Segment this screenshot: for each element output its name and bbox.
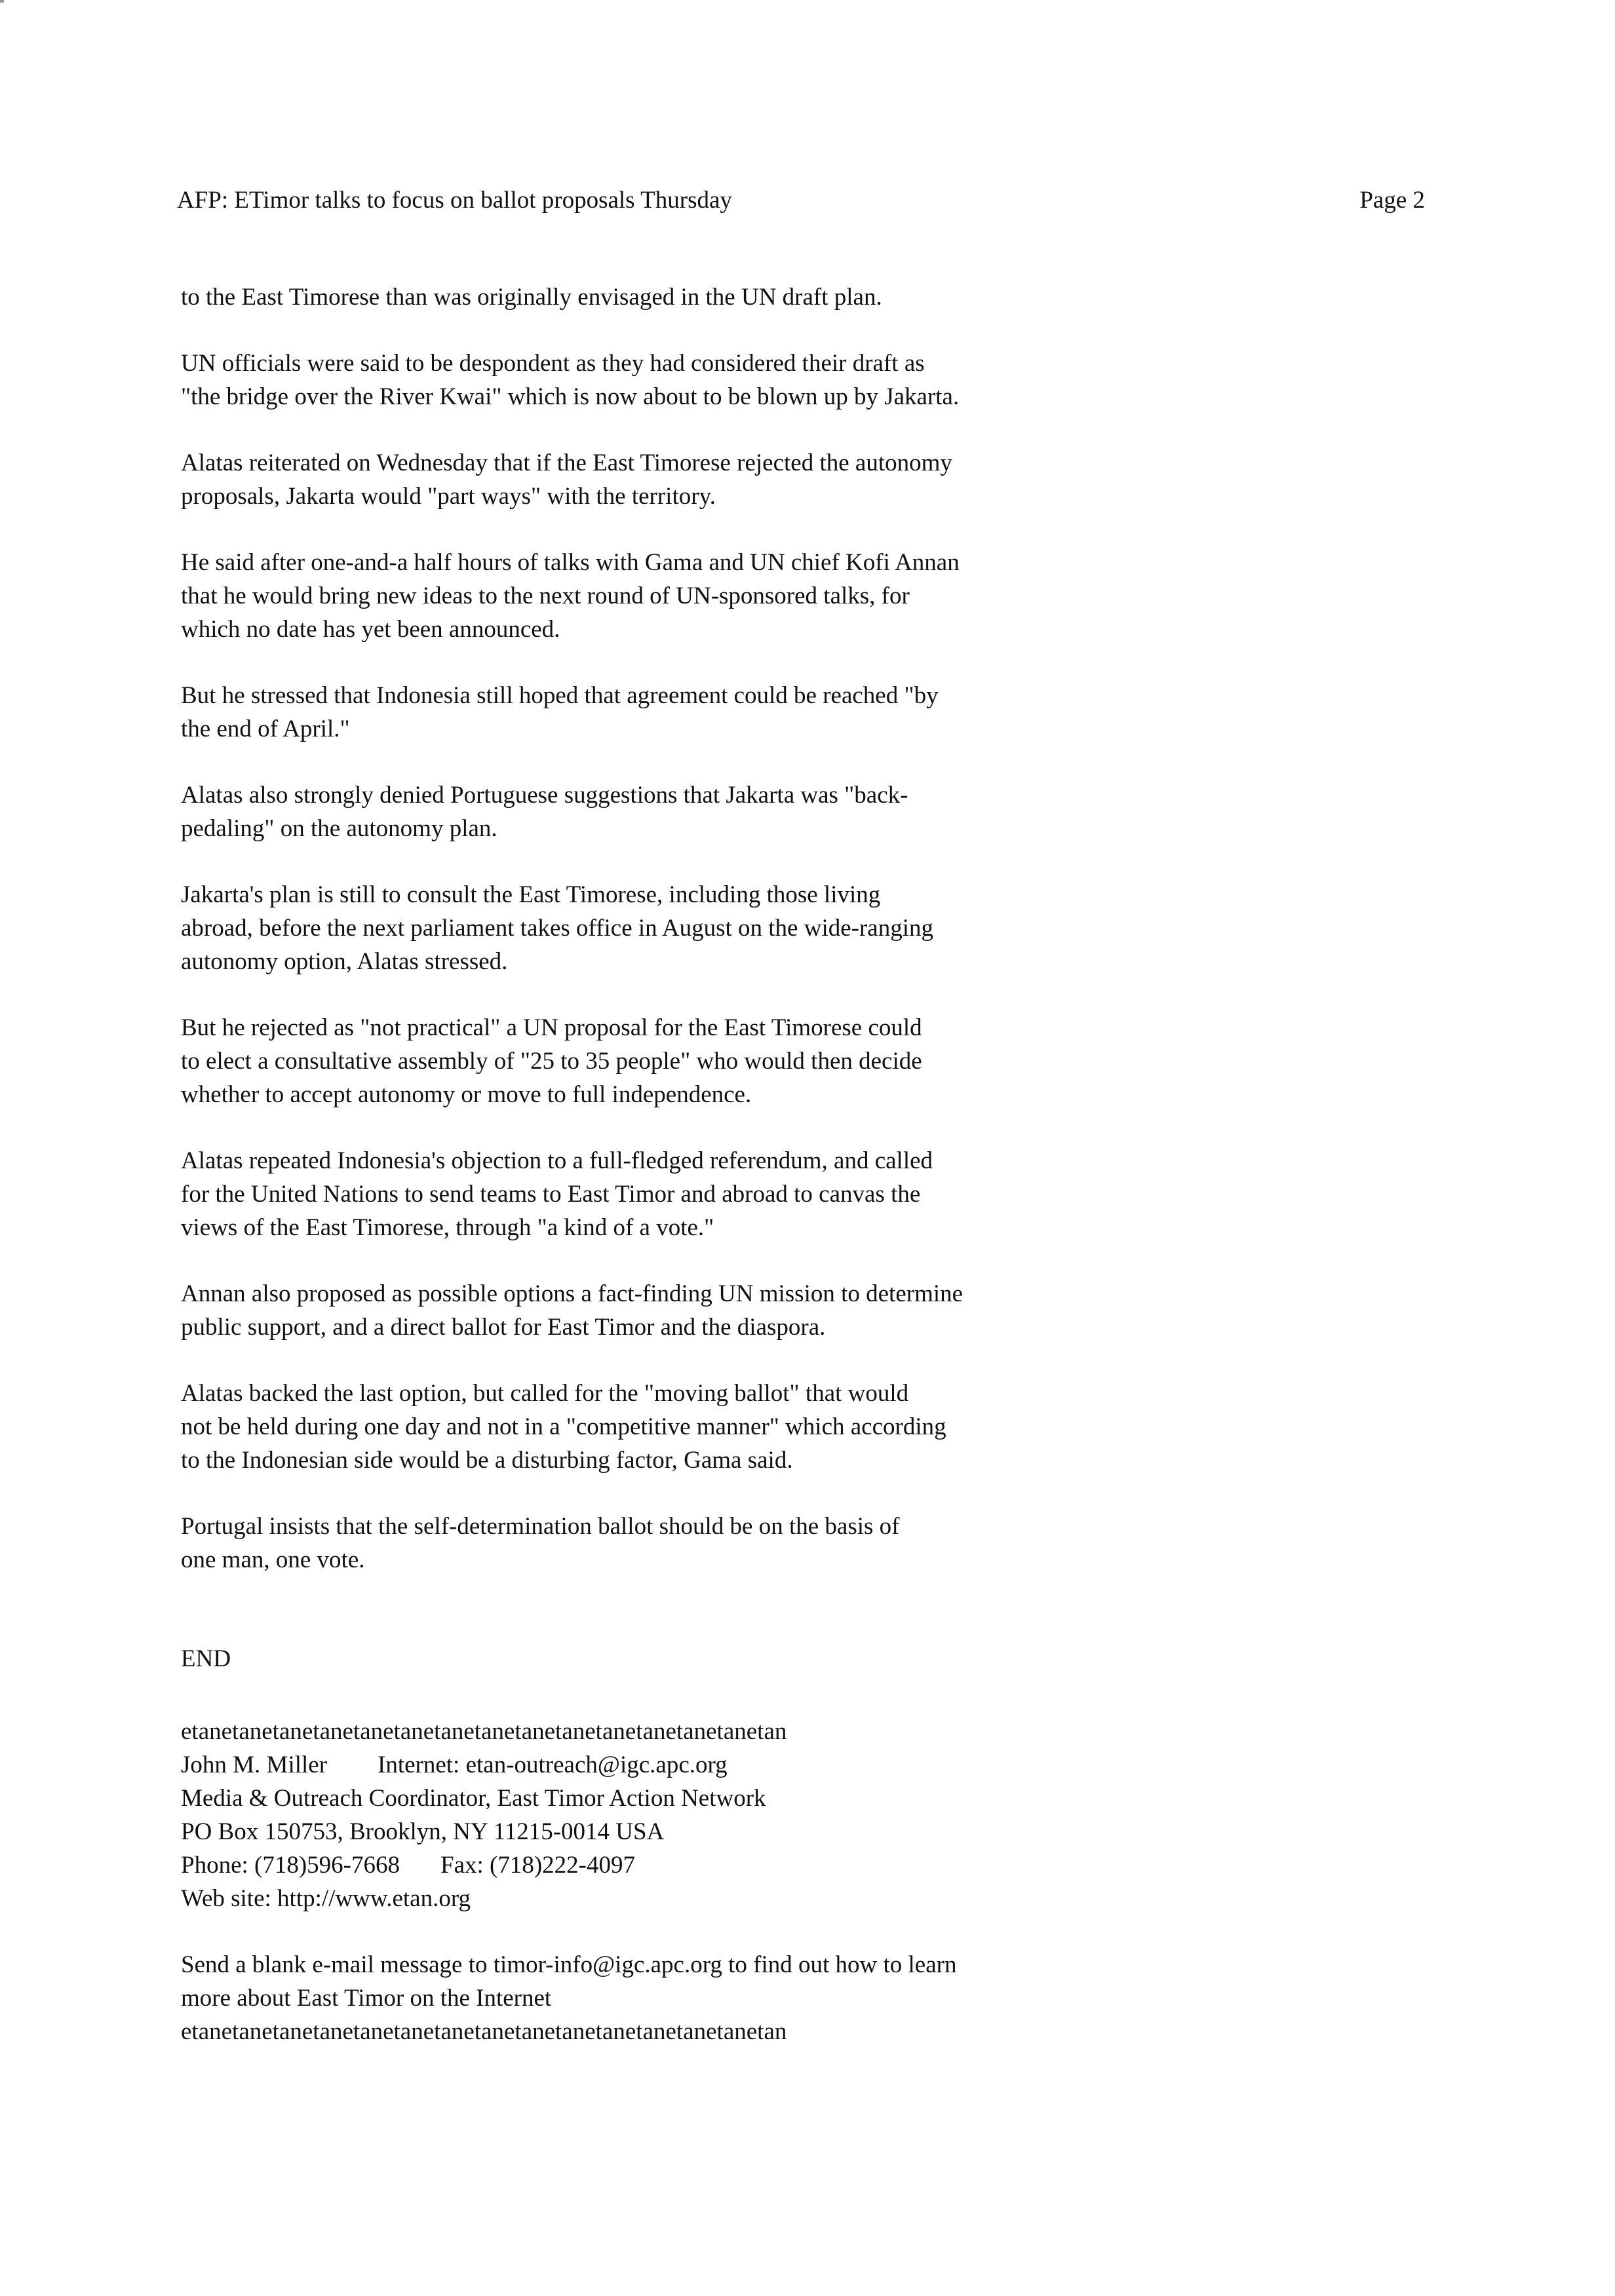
article-paragraph [181, 1277, 1112, 1344]
article-paragraph [181, 1510, 1112, 1577]
article-body [181, 280, 1112, 2048]
paragraph-line: Alatas reiterated on Wednesday that if the East Timorese rejected the autonomy [181, 450, 952, 476]
paragraph-line: which no date has yet been announced. [181, 616, 560, 643]
paragraph-line: to the Indonesian side would be a disturbing factor, Gama said. [181, 1447, 793, 1474]
paragraph-line: UN officials were said to be despondent as they had considered their draft as [181, 350, 925, 377]
paragraph-line: proposals, Jakarta would "part ways" with the territory. [181, 483, 716, 510]
paragraph-line: the end of April." [181, 716, 350, 742]
article-paragraph [181, 878, 1112, 978]
end-marker: END [181, 1645, 231, 1672]
paragraph-line: public support, and a direct ballot for East Timor and the diaspora. [181, 1314, 826, 1341]
paragraph-line: He said after one-and-a half hours of talks with Gama and UN chief Kofi Annan [181, 549, 960, 576]
article-paragraph [181, 446, 1112, 513]
paragraph-line: pedaling" on the autonomy plan. [181, 815, 497, 842]
signature-name-line [181, 1748, 1112, 1782]
paragraph-line: that he would bring new ideas to the next round of UN-sponsored talks, for [181, 583, 910, 609]
paragraph-line: Alatas backed the last option, but called for the "moving ballot" that would [181, 1380, 909, 1407]
footer-line-1: Send a blank e-mail message to timor-info@igc.apc.org to find out how to learn [181, 1951, 957, 1978]
article-paragraph [181, 280, 1112, 314]
paragraph-line: for the United Nations to send teams to East Timor and abroad to canvas the [181, 1181, 921, 1208]
paragraph-line: views of the East Timorese, through "a kind of a vote." [181, 1214, 714, 1241]
article-paragraph [181, 679, 1112, 746]
paragraph-line: abroad, before the next parliament takes office in August on the wide-ranging [181, 915, 933, 942]
paragraph-line: Annan also proposed as possible options a fact-finding UN mission to determine [181, 1280, 963, 1307]
paragraph-line: Alatas also strongly denied Portuguese suggestions that Jakarta was "back- [181, 782, 908, 809]
signature-internet: Internet: etan-outreach@igc.apc.org [378, 1751, 728, 1778]
paragraph-line: not be held during one day and not in a "competitive manner" which according [181, 1413, 946, 1440]
signature-name: John M. Miller [181, 1751, 328, 1778]
signature-fax: Fax: (718)222-4097 [440, 1852, 635, 1879]
article-paragraph [181, 347, 1112, 413]
paragraph-line: to the East Timorese than was originally envisaged in the UN draft plan. [181, 284, 882, 311]
article-paragraph [181, 778, 1112, 845]
signature-title: Media & Outreach Coordinator, East Timor Action Network [181, 1785, 766, 1812]
article-paragraph [181, 546, 1112, 646]
signature-separator-top: etanetanetanetanetanetanetanetanetanetanetanetanetanetanetan [181, 1718, 787, 1745]
footer-separator-bottom: etanetanetanetanetanetanetanetanetanetanetanetanetanetanetan [181, 2018, 787, 2045]
signature-contact-line [181, 1848, 1112, 1882]
footer-line-2: more about East Timor on the Internet [181, 1985, 552, 2012]
signature-website: Web site: http://www.etan.org [181, 1885, 471, 1912]
paragraph-line: "the bridge over the River Kwai" which is now about to be blown up by Jakarta. [181, 383, 960, 410]
signature-address: PO Box 150753, Brooklyn, NY 11215-0014 USA [181, 1818, 665, 1845]
article-paragraph [181, 1377, 1112, 1477]
footer-block [181, 1948, 1112, 2048]
paragraph-line: Alatas repeated Indonesia's objection to a full-fledged referendum, and called [181, 1147, 933, 1174]
paragraph-line: whether to accept autonomy or move to full independence. [181, 1081, 752, 1108]
signature-phone: Phone: (718)596-7668 [181, 1852, 400, 1879]
paragraph-line: to elect a consultative assembly of "25 to 35 people" who would then decide [181, 1048, 922, 1075]
paragraph-line: But he stressed that Indonesia still hoped that agreement could be reached "by [181, 682, 939, 709]
page-header [177, 181, 1425, 220]
document-title: AFP: ETimor talks to focus on ballot proposals Thursday [177, 187, 732, 214]
paragraph-line: Portugal insists that the self-determination ballot should be on the basis of [181, 1513, 900, 1540]
article-paragraph [181, 1011, 1112, 1111]
scan-speck [0, 0, 4, 3]
paragraph-line: Jakarta's plan is still to consult the East Timorese, including those living [181, 881, 881, 908]
page-number: Page 2 [1359, 187, 1425, 214]
signature-block [181, 1715, 1112, 1915]
article-paragraph [181, 1144, 1112, 1244]
paragraph-line: autonomy option, Alatas stressed. [181, 948, 508, 975]
paragraph-line: But he rejected as "not practical" a UN proposal for the East Timorese could [181, 1014, 922, 1041]
paragraph-line: one man, one vote. [181, 1546, 365, 1573]
article-paragraphs [181, 280, 1112, 1577]
